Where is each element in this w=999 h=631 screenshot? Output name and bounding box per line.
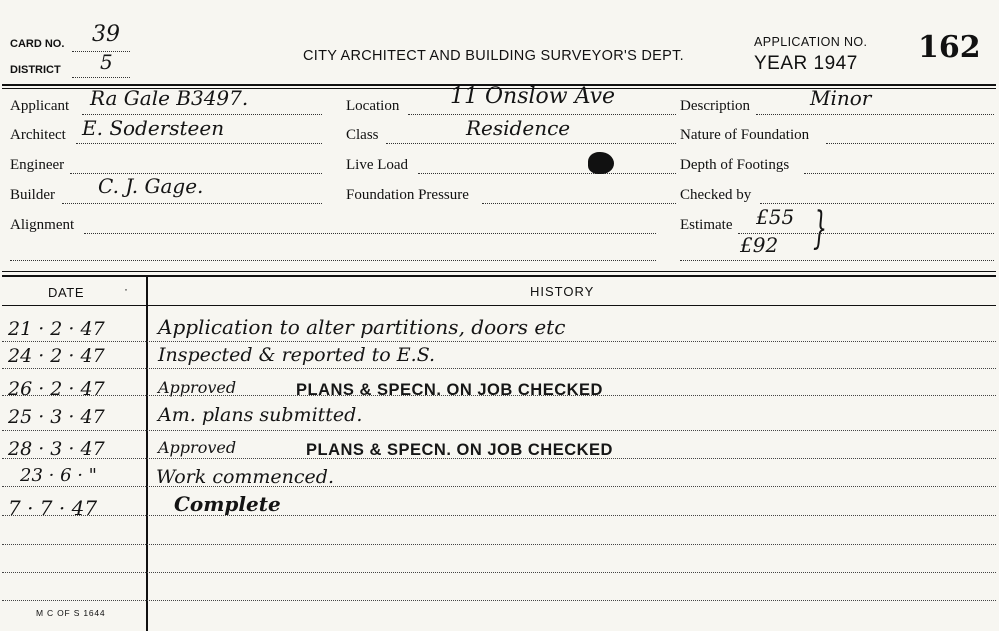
builder-label: Builder xyxy=(10,187,55,203)
architect-line xyxy=(76,143,322,144)
column-divider xyxy=(146,276,148,631)
district-line xyxy=(72,77,130,78)
class-value: Residence xyxy=(466,116,571,140)
district-value: 5 xyxy=(100,50,113,74)
row-rule xyxy=(2,430,996,431)
table-rule-top xyxy=(2,271,996,272)
alignment-label: Alignment xyxy=(10,217,75,233)
nature-foundation-label: Nature of Foundation xyxy=(680,127,810,143)
row-rule xyxy=(2,515,996,516)
row-date: 25 · 3 · 47 xyxy=(8,406,105,428)
application-number: 162 xyxy=(918,30,981,65)
history-header: HISTORY xyxy=(530,284,595,299)
checked-by-label: Checked by xyxy=(680,187,752,203)
card-no-label: CARD NO. xyxy=(10,38,65,50)
row-date: 21 · 2 · 47 xyxy=(8,318,105,340)
estimate-label: Estimate xyxy=(680,217,733,233)
description-value: Minor xyxy=(810,86,872,110)
row-date: 28 · 3 · 47 xyxy=(8,438,105,460)
alignment-line-2 xyxy=(10,260,656,261)
row-rule xyxy=(2,486,996,487)
row-rule xyxy=(2,544,996,545)
table-rule-bottom xyxy=(2,275,996,277)
header-dot: · xyxy=(124,282,128,296)
row-date: 24 · 2 · 47 xyxy=(8,345,105,367)
row-history: Approved xyxy=(158,438,237,457)
estimate-value-2: £92 xyxy=(740,233,779,257)
engineer-label: Engineer xyxy=(10,157,65,173)
header-underline xyxy=(2,305,996,306)
nature-foundation-line xyxy=(826,143,994,144)
class-label: Class xyxy=(346,127,379,143)
row-rule xyxy=(2,600,996,601)
class-line xyxy=(386,143,676,144)
alignment-line xyxy=(84,233,656,234)
location-label: Location xyxy=(346,98,400,114)
ink-blot xyxy=(588,152,614,174)
architect-value: E. Sodersteen xyxy=(82,116,225,140)
location-line xyxy=(408,114,676,115)
row-history: Complete xyxy=(174,492,281,516)
checked-by-line xyxy=(760,203,994,204)
live-load-label: Live Load xyxy=(346,157,409,173)
applicant-label: Applicant xyxy=(10,98,70,114)
row-rule xyxy=(2,341,996,342)
estimate-value-1: £55 xyxy=(756,205,795,229)
application-label: APPLICATION NO. xyxy=(754,35,868,49)
row-history: Work commenced. xyxy=(156,466,334,488)
row-rule xyxy=(2,368,996,369)
row-history: Application to alter partitions, doors etc xyxy=(158,315,566,339)
foundation-pressure-label: Foundation Pressure xyxy=(346,187,469,203)
applicant-value: Ra Gale B3497. xyxy=(90,86,249,110)
row-rule xyxy=(2,572,996,573)
year-label: YEAR 1947 xyxy=(754,53,858,74)
builder-line xyxy=(62,203,322,204)
live-load-line xyxy=(418,173,676,174)
date-header: DATE xyxy=(48,285,85,300)
applicant-line xyxy=(82,114,322,115)
foundation-pressure-line xyxy=(482,203,676,204)
row-history: Inspected & reported to E.S. xyxy=(158,344,436,366)
row-date: 26 · 2 · 47 xyxy=(8,378,105,400)
description-line xyxy=(756,114,994,115)
architect-label: Architect xyxy=(10,127,66,143)
row-stamp: PLANS & SPECN. ON JOB CHECKED xyxy=(296,381,603,399)
district-label: DISTRICT xyxy=(10,64,61,76)
row-history: Approved xyxy=(158,378,237,397)
description-label: Description xyxy=(680,98,750,114)
location-value: 11 Onslow Ave xyxy=(450,84,616,109)
form-code: M C OF S 1644 xyxy=(36,608,106,618)
card-no-value: 39 xyxy=(92,22,120,47)
depth-footings-label: Depth of Footings xyxy=(680,157,790,173)
row-date: 7 · 7 · 47 xyxy=(8,496,98,520)
estimate-brace-icon: } xyxy=(813,203,827,254)
builder-value: C. J. Gage. xyxy=(98,174,204,198)
row-history: Am. plans submitted. xyxy=(158,404,363,426)
dept-title: CITY ARCHITECT AND BUILDING SURVEYOR'S DEPT. xyxy=(303,48,684,64)
row-date: 23 · 6 · " xyxy=(20,465,97,486)
estimate-line-2 xyxy=(680,260,994,261)
row-stamp: PLANS & SPECN. ON JOB CHECKED xyxy=(306,441,613,459)
depth-footings-line xyxy=(804,173,994,174)
